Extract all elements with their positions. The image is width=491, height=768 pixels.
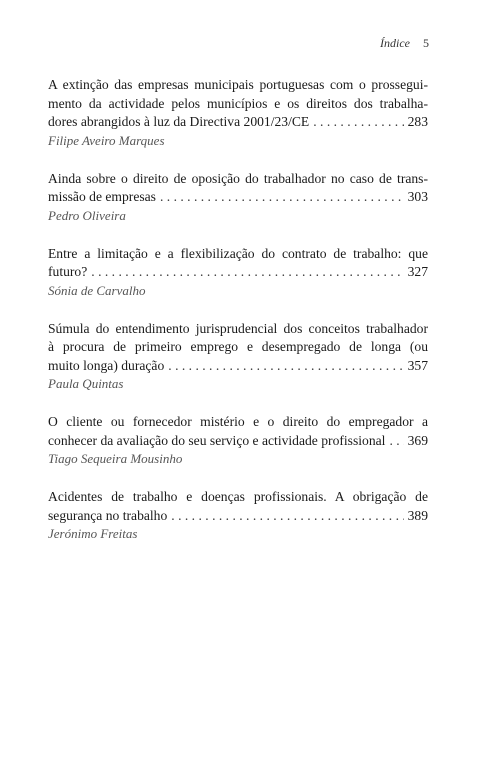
entry-title-last-line [48,263,428,282]
dot-leader [160,188,404,207]
entry-page-number: 327 [407,264,428,279]
entry-page-number: 357 [407,357,428,373]
entry-title-last-line [48,507,428,526]
entry-title-line: Ainda sobre o direito de oposição do trabalhador no caso de trans- [48,170,428,186]
entry-title-line: mento da actividade pelos municípios e os direitos dos trabalha- [48,95,428,111]
dot-leader [171,507,403,526]
toc-entry[interactable] [48,488,428,543]
entry-title-line: Acidentes de trabalho e doenças profissionais. A obrigação de [48,489,428,504]
toc-entry[interactable] [48,76,428,150]
entry-author: Tiago Sequeira Mousinho [48,451,183,466]
dot-leader [91,263,403,282]
entry-page-number: 369 [407,432,428,448]
toc-entry[interactable] [48,170,428,225]
entry-title-last-line [48,432,428,451]
entry-page-number: 283 [407,114,428,129]
table-of-contents [48,76,428,563]
dot-leader [389,432,403,451]
entry-title-text: futuro? [48,264,88,279]
entry-author: Jerónimo Freitas [48,526,138,541]
running-header-title: Índice [380,36,410,50]
running-header-page-number: 5 [423,36,429,50]
entry-title-last-line [48,357,428,376]
entry-title-line: Entre a limitação e a flexibilização do contrato de trabalho: que [48,245,428,261]
entry-title-line: à procura de primeiro emprego e desempregado de longa (ou [48,339,428,354]
entry-author: Filipe Aveiro Marques [48,132,165,148]
dot-leader [168,357,403,376]
entry-title-line: Súmula do entendimento jurisprudencial dos conceitos trabalhador [48,320,428,336]
running-header [380,36,429,51]
entry-title-line: O cliente ou fornecedor mistério e o direito do empregador a [48,414,428,429]
entry-page-number: 389 [407,507,428,523]
dot-leader [313,113,403,132]
entry-title-text: dores abrangidos à luz da Directiva 2001/23/CE [48,114,310,129]
entry-author: Pedro Oliveira [48,207,126,223]
toc-entry[interactable] [48,320,428,394]
entry-title-last-line [48,188,428,207]
entry-title-text: conhecer da avaliação do seu serviço e actividade profissional [48,432,386,448]
entry-author: Sónia de Carvalho [48,282,146,298]
entry-author: Paula Quintas [48,376,124,391]
entry-title-text: muito longa) duração [48,357,165,373]
toc-entry[interactable] [48,413,428,468]
entry-title-text: segurança no trabalho [48,507,168,523]
entry-page-number: 303 [407,189,428,204]
entry-title-line: A extinção das empresas municipais portuguesas com o prossegui- [48,77,428,92]
toc-entry[interactable] [48,245,428,300]
entry-title-text: missão de empresas [48,189,156,204]
entry-title-last-line [48,113,428,132]
